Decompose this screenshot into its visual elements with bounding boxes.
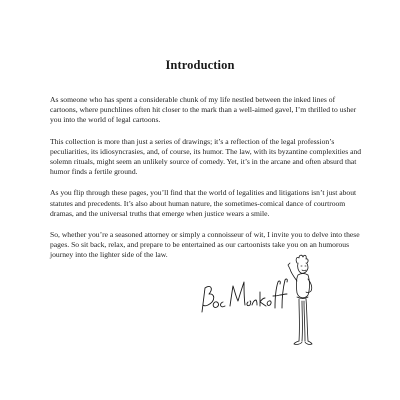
page-title: Introduction	[165, 58, 235, 72]
handwritten-signature	[196, 268, 288, 318]
paragraph-1: As someone who has spent a considerable chunk of my life nestled between the inked lines of cartoons, where punchlines often hit closer to the mark than a well-aimed gavel, I’m thrilled to usher you into the world of legal cartoons.	[50, 95, 357, 125]
cartoon-figure-illustration	[277, 253, 327, 358]
paragraph-2: This collection is more than just a series of drawings; it’s a reflection of the legal profession’s peculiarities, its idiosyncrasies, and, of course, its humor. The law, with its byzantine complexities and solemn rituals, might seem an unlikely source of comedy. Yet, it’s in the arcane and often absurd that humor finds a fertile ground.	[50, 136, 362, 177]
paragraph-4: So, whether you’re a seasoned attorney or simply a connoisseur of wit, I invite you to delve into these pages. So sit back, relax, and prepare to be entertained as our cartoonists take you on an humorous journey into the lighter side of the law.	[50, 230, 360, 260]
body-text	[50, 95, 362, 272]
paragraph-3: As you flip through these pages, you’ll find that the world of legalities and litigations isn’t just about statutes and precedents. It’s also about human nature, the sometimes-comical dance of courtroom dramas, and the universal truths that emerge when justice wears a smile.	[50, 188, 357, 218]
